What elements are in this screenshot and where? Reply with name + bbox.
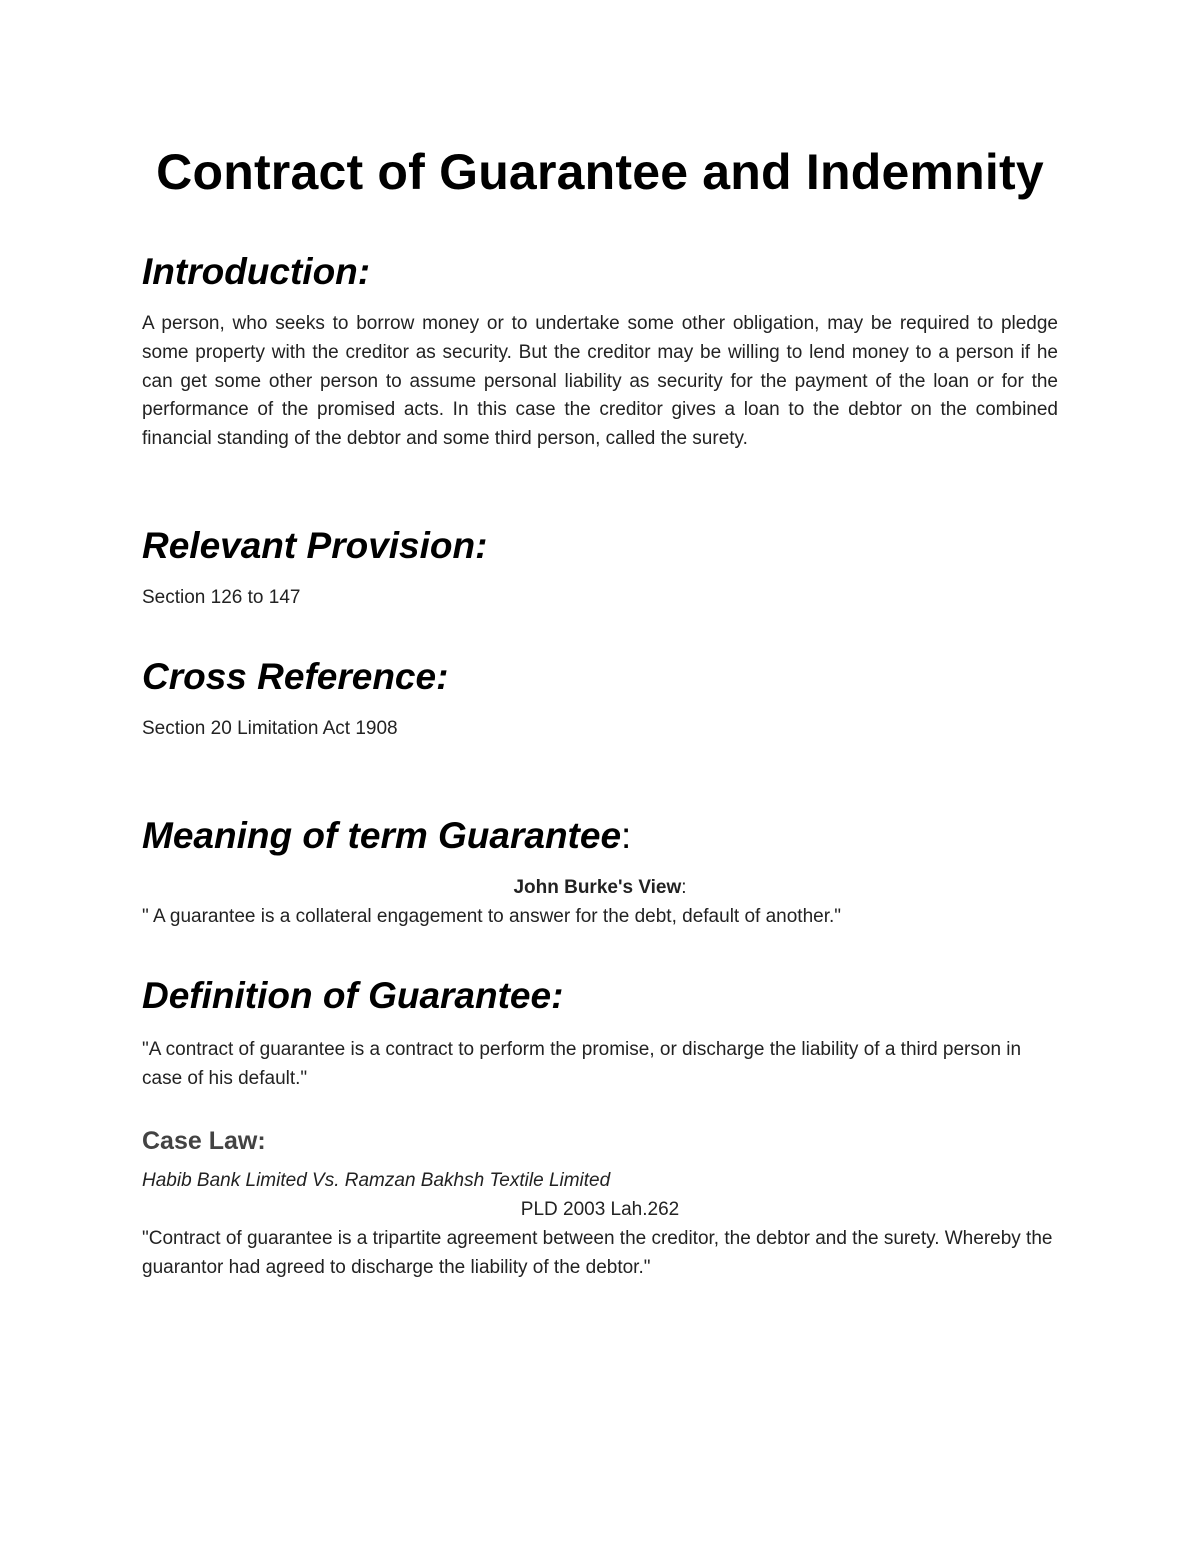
meaning-heading-text: Meaning of term Guarantee [142, 815, 622, 856]
case-citation: PLD 2003 Lah.262 [520, 1199, 680, 1220]
case-law-heading: Case Law: [142, 1127, 266, 1155]
view-label: John Burke's View [513, 877, 682, 898]
view-label-line [142, 874, 1058, 903]
definition-text: "A contract of guarantee is a contract to perform the promise, or discharge the liability of a third person in case of his default." [142, 1039, 1022, 1089]
view-label-colon: : [681, 877, 687, 898]
relevant-provision-text: Section 126 to 147 [142, 587, 301, 608]
introduction-text: A person, who seeks to borrow money or to undertake some other obligation, may be required to pledge some property with the creditor as security. But the creditor may be willing to lend money to a person if he can get some other person to assume personal liability as security for the payment of the loan or for the performance of the promised acts. In this case the creditor gives a loan to the debtor on the combined financial standing of the debtor and some third person, called the surety. [142, 313, 1058, 450]
case-name: Habib Bank Limited Vs. Ramzan Bakhsh Textile Limited [142, 1170, 611, 1191]
relevant-provision-heading: Relevant Provision: [142, 525, 488, 566]
introduction-heading: Introduction: [142, 251, 371, 292]
document-title: Contract of Guarantee and Indemnity [156, 144, 1044, 200]
cross-reference-text: Section 20 Limitation Act 1908 [142, 718, 398, 739]
case-law-quote: "Contract of guarantee is a tripartite agreement between the creditor, the debtor and the surety. Whereby the guarantor had agreed to discharge the liability of the debtor." [142, 1228, 1053, 1278]
definition-heading: Definition of Guarantee: [142, 975, 564, 1016]
meaning-heading [142, 812, 631, 860]
cross-reference-heading: Cross Reference: [142, 656, 449, 697]
meaning-heading-colon: : [621, 815, 632, 856]
meaning-quote: " A guarantee is a collateral engagement to answer for the debt, default of another." [142, 906, 842, 927]
